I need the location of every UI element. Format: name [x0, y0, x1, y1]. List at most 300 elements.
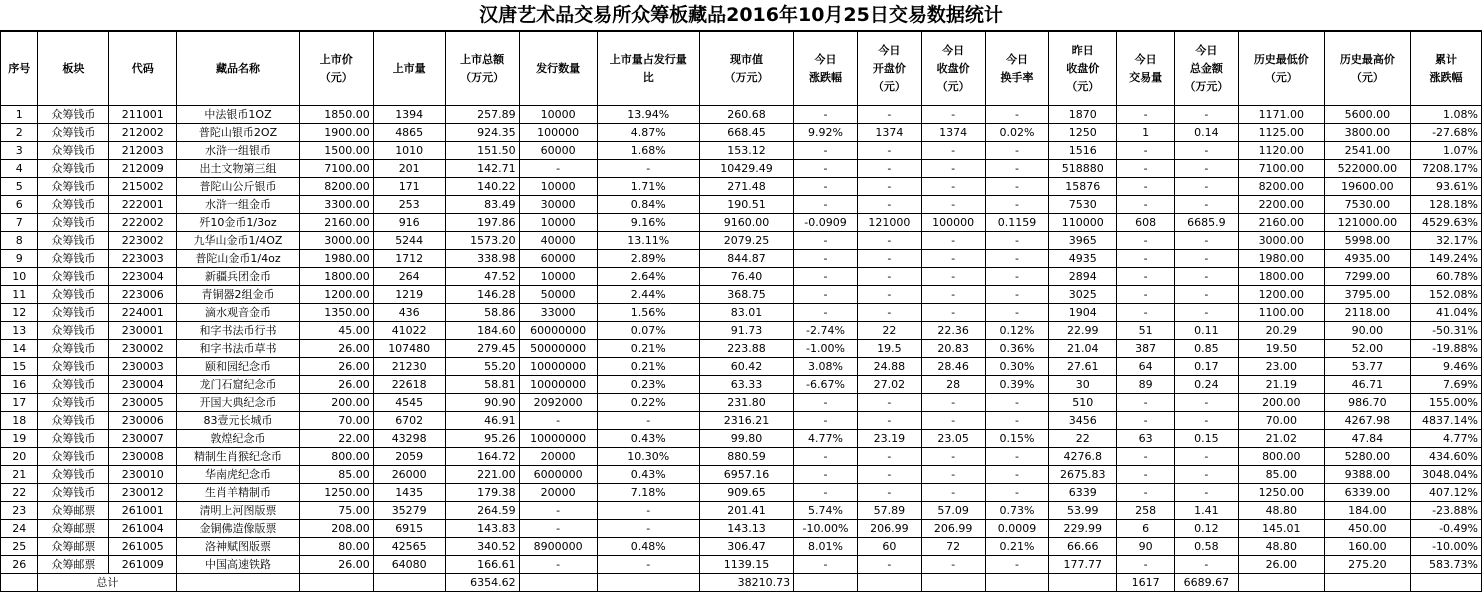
cell-listing-volume: 1712 — [373, 250, 445, 268]
cell-hist-low: 1120.00 — [1238, 142, 1324, 160]
cell-sector: 众筹钱币 — [38, 250, 109, 268]
cell-amount-today: - — [1174, 196, 1238, 214]
table-row — [1, 358, 1482, 376]
cell-listing-ratio: 1.68% — [597, 142, 699, 160]
cell-listing-volume: 42565 — [373, 538, 445, 556]
cell-index: 4 — [1, 160, 38, 178]
cell-open-price: 24.88 — [857, 358, 921, 376]
cell-prev-close: 66.66 — [1049, 538, 1117, 556]
cell-index: 20 — [1, 448, 38, 466]
cell-hist-low: 70.00 — [1238, 412, 1324, 430]
cell-volume-today: - — [1117, 448, 1175, 466]
cell-close-price: - — [921, 106, 985, 124]
cell-cumulative-change: 1.07% — [1410, 142, 1481, 160]
cell-issue-quantity: 60000 — [519, 250, 597, 268]
cell-cumulative-change: 152.08% — [1410, 286, 1481, 304]
cell-change-today: 5.74% — [794, 502, 858, 520]
cell-hist-low: 26.00 — [1238, 556, 1324, 574]
cell-listing-ratio: 0.84% — [597, 196, 699, 214]
cell-listing-amount: 146.28 — [445, 286, 519, 304]
cell-item-name: 普陀山银币2OZ — [177, 124, 300, 142]
cell-hist-low: 1800.00 — [1238, 268, 1324, 286]
cell-index: 10 — [1, 268, 38, 286]
cell-close-price: - — [921, 394, 985, 412]
cell-turnover-rate: - — [985, 178, 1049, 196]
cell-sector: 众筹钱币 — [38, 340, 109, 358]
cell-index: 23 — [1, 502, 38, 520]
cell-listing-ratio: 0.43% — [597, 466, 699, 484]
cell-listing-volume: 4865 — [373, 124, 445, 142]
cell-listing-price: 85.00 — [299, 466, 373, 484]
header-item-name: 藏品名称 — [177, 32, 300, 106]
cell-listing-price: 1900.00 — [299, 124, 373, 142]
cell-listing-price: 80.00 — [299, 538, 373, 556]
cell-prev-close: 22 — [1049, 430, 1117, 448]
cell-issue-quantity: - — [519, 502, 597, 520]
cell-change-today: 4.77% — [794, 430, 858, 448]
cell-turnover-rate: 0.30% — [985, 358, 1049, 376]
cell-prev-close: 21.04 — [1049, 340, 1117, 358]
cell-listing-price: 1250.00 — [299, 484, 373, 502]
cell-open-price: - — [857, 412, 921, 430]
cell-cumulative-change: -0.49% — [1410, 520, 1481, 538]
cell-market-value: 83.01 — [699, 304, 793, 322]
table-row — [1, 304, 1482, 322]
cell-volume-today: - — [1117, 466, 1175, 484]
cell-change-today: - — [794, 448, 858, 466]
cell-cumulative-change: 128.18% — [1410, 196, 1481, 214]
table-row — [1, 538, 1482, 556]
cell-open-price: 57.89 — [857, 502, 921, 520]
cell-listing-price: 22.00 — [299, 430, 373, 448]
table-body — [1, 106, 1482, 574]
cell-item-name: 出土文物第三组 — [177, 160, 300, 178]
cell-sector: 众筹邮票 — [38, 538, 109, 556]
cell-turnover-rate: 0.39% — [985, 376, 1049, 394]
cell-volume-today: - — [1117, 106, 1175, 124]
cell-listing-volume: 64080 — [373, 556, 445, 574]
cell-listing-amount: 257.89 — [445, 106, 519, 124]
cell-close-price: - — [921, 142, 985, 160]
cell-prev-close: 22.99 — [1049, 322, 1117, 340]
cell-hist-high: 121000.00 — [1324, 214, 1410, 232]
cell-cumulative-change: 60.78% — [1410, 268, 1481, 286]
total-row — [1, 574, 1482, 592]
cell-prev-close: 30 — [1049, 376, 1117, 394]
cell-hist-high: 46.71 — [1324, 376, 1410, 394]
cell-listing-ratio: 0.43% — [597, 430, 699, 448]
cell-listing-ratio: 0.48% — [597, 538, 699, 556]
cell-hist-high: 47.84 — [1324, 430, 1410, 448]
cell-market-value: 260.68 — [699, 106, 793, 124]
table-row — [1, 430, 1482, 448]
cell-turnover-rate: 0.0009 — [985, 520, 1049, 538]
cell-code: 261004 — [109, 520, 177, 538]
cell-cumulative-change: 3048.04% — [1410, 466, 1481, 484]
cell-volume-today: - — [1117, 286, 1175, 304]
cell-issue-quantity: 60000000 — [519, 322, 597, 340]
cell-sector: 众筹钱币 — [38, 196, 109, 214]
cell-volume-today: - — [1117, 304, 1175, 322]
table-row — [1, 124, 1482, 142]
table-row — [1, 322, 1482, 340]
total-volume: 1617 — [1117, 574, 1175, 592]
cell-cumulative-change: 149.24% — [1410, 250, 1481, 268]
cell-close-price: - — [921, 250, 985, 268]
cell-index: 19 — [1, 430, 38, 448]
cell-turnover-rate: 0.73% — [985, 502, 1049, 520]
cell-prev-close: 1904 — [1049, 304, 1117, 322]
cell-hist-high: 7530.00 — [1324, 196, 1410, 214]
cell-listing-volume: 5244 — [373, 232, 445, 250]
cell-code: 230001 — [109, 322, 177, 340]
cell-turnover-rate: 0.15% — [985, 430, 1049, 448]
cell-sector: 众筹钱币 — [38, 376, 109, 394]
cell-cumulative-change: 4529.63% — [1410, 214, 1481, 232]
table-row — [1, 250, 1482, 268]
cell-hist-high: 3795.00 — [1324, 286, 1410, 304]
header-code: 代码 — [109, 32, 177, 106]
cell-amount-today: 6685.9 — [1174, 214, 1238, 232]
cell-prev-close: 177.77 — [1049, 556, 1117, 574]
cell-hist-low: 1125.00 — [1238, 124, 1324, 142]
cell-code: 230010 — [109, 466, 177, 484]
header-listing-amount: 上市总额 （万元） — [445, 32, 519, 106]
cell-close-price: - — [921, 412, 985, 430]
cell-prev-close: 27.61 — [1049, 358, 1117, 376]
cell-turnover-rate: - — [985, 484, 1049, 502]
cell-sector: 众筹钱币 — [38, 394, 109, 412]
cell-hist-low: 19.50 — [1238, 340, 1324, 358]
cell-index: 9 — [1, 250, 38, 268]
cell-item-name: 歼10金币1/3oz — [177, 214, 300, 232]
header-issue-quantity: 发行数量 — [519, 32, 597, 106]
cell-close-price: 28 — [921, 376, 985, 394]
cell-open-price: 121000 — [857, 214, 921, 232]
cell-close-price: - — [921, 286, 985, 304]
table-row — [1, 268, 1482, 286]
cell-code: 230008 — [109, 448, 177, 466]
cell-volume-today: - — [1117, 268, 1175, 286]
cell-code: 212002 — [109, 124, 177, 142]
cell-change-today: - — [794, 106, 858, 124]
cell-market-value: 368.75 — [699, 286, 793, 304]
cell-hist-high: 5998.00 — [1324, 232, 1410, 250]
cell-open-price: - — [857, 556, 921, 574]
cell-listing-amount: 184.60 — [445, 322, 519, 340]
cell-code: 222002 — [109, 214, 177, 232]
table-row — [1, 142, 1482, 160]
cell-open-price: - — [857, 160, 921, 178]
cell-issue-quantity: 60000 — [519, 142, 597, 160]
cell-hist-high: 53.77 — [1324, 358, 1410, 376]
cell-listing-volume: 6915 — [373, 520, 445, 538]
cell-turnover-rate: - — [985, 232, 1049, 250]
cell-hist-high: 3800.00 — [1324, 124, 1410, 142]
trade-data-table — [0, 31, 1482, 592]
table-row — [1, 160, 1482, 178]
table-row — [1, 502, 1482, 520]
cell-close-price: 20.83 — [921, 340, 985, 358]
cell-item-name: 颐和园纪念币 — [177, 358, 300, 376]
cell-sector: 众筹钱币 — [38, 142, 109, 160]
cell-change-today: 9.92% — [794, 124, 858, 142]
table-row — [1, 520, 1482, 538]
cell-listing-volume: 26000 — [373, 466, 445, 484]
cell-listing-volume: 2059 — [373, 448, 445, 466]
cell-sector: 众筹钱币 — [38, 322, 109, 340]
cell-hist-low: 23.00 — [1238, 358, 1324, 376]
table-row — [1, 340, 1482, 358]
cell-turnover-rate: 0.36% — [985, 340, 1049, 358]
cell-listing-amount: 47.52 — [445, 268, 519, 286]
cell-amount-today: 0.17 — [1174, 358, 1238, 376]
cell-listing-amount: 264.59 — [445, 502, 519, 520]
cell-cumulative-change: 93.61% — [1410, 178, 1481, 196]
cell-prev-close: 518880 — [1049, 160, 1117, 178]
cell-listing-amount: 340.52 — [445, 538, 519, 556]
cell-issue-quantity: 20000 — [519, 484, 597, 502]
cell-listing-price: 26.00 — [299, 340, 373, 358]
cell-cumulative-change: 32.17% — [1410, 232, 1481, 250]
cell-listing-price: 2160.00 — [299, 214, 373, 232]
cell-prev-close: 2894 — [1049, 268, 1117, 286]
cell-item-name: 华南虎纪念币 — [177, 466, 300, 484]
header-listing-price: 上市价 （元） — [299, 32, 373, 106]
cell-item-name: 和字书法币行书 — [177, 322, 300, 340]
cell-sector: 众筹邮票 — [38, 520, 109, 538]
cell-item-name: 开国大典纪念币 — [177, 394, 300, 412]
cell-close-price: 28.46 — [921, 358, 985, 376]
cell-item-name: 水浒一组银币 — [177, 142, 300, 160]
header-amount-today: 今日 总金额 （万元） — [1174, 32, 1238, 106]
cell-listing-amount: 142.71 — [445, 160, 519, 178]
cell-open-price: 23.19 — [857, 430, 921, 448]
cell-hist-high: 450.00 — [1324, 520, 1410, 538]
cell-sector: 众筹钱币 — [38, 484, 109, 502]
cell-amount-today: - — [1174, 268, 1238, 286]
cell-code: 223004 — [109, 268, 177, 286]
cell-listing-ratio: 0.21% — [597, 358, 699, 376]
cell-amount-today: 0.15 — [1174, 430, 1238, 448]
cell-market-value: 880.59 — [699, 448, 793, 466]
cell-index: 15 — [1, 358, 38, 376]
table-row — [1, 448, 1482, 466]
table-row — [1, 556, 1482, 574]
cell-issue-quantity: 40000 — [519, 232, 597, 250]
cell-open-price: 1374 — [857, 124, 921, 142]
cell-hist-low: 1100.00 — [1238, 304, 1324, 322]
cell-prev-close: 229.99 — [1049, 520, 1117, 538]
cell-change-today: -2.74% — [794, 322, 858, 340]
cell-item-name: 水浒一组金币 — [177, 196, 300, 214]
header-index: 序号 — [1, 32, 38, 106]
table-row — [1, 394, 1482, 412]
cell-cumulative-change: -10.00% — [1410, 538, 1481, 556]
cell-market-value: 143.13 — [699, 520, 793, 538]
cell-item-name: 金铜佛造像版票 — [177, 520, 300, 538]
cell-issue-quantity: - — [519, 160, 597, 178]
cell-amount-today: 0.12 — [1174, 520, 1238, 538]
cell-listing-amount: 221.00 — [445, 466, 519, 484]
cell-listing-amount: 279.45 — [445, 340, 519, 358]
cell-close-price: 57.09 — [921, 502, 985, 520]
cell-listing-ratio: 0.22% — [597, 394, 699, 412]
cell-listing-ratio: 10.30% — [597, 448, 699, 466]
cell-turnover-rate: - — [985, 412, 1049, 430]
cell-sector: 众筹邮票 — [38, 502, 109, 520]
cell-hist-low: 7100.00 — [1238, 160, 1324, 178]
cell-sector: 众筹钱币 — [38, 178, 109, 196]
cell-market-value: 63.33 — [699, 376, 793, 394]
cell-listing-amount: 95.26 — [445, 430, 519, 448]
cell-volume-today: 6 — [1117, 520, 1175, 538]
cell-listing-amount: 58.81 — [445, 376, 519, 394]
cell-listing-amount: 46.91 — [445, 412, 519, 430]
cell-listing-price: 1850.00 — [299, 106, 373, 124]
cell-amount-today: - — [1174, 412, 1238, 430]
cell-hist-high: 986.70 — [1324, 394, 1410, 412]
cell-open-price: 206.99 — [857, 520, 921, 538]
cell-open-price: 27.02 — [857, 376, 921, 394]
table-row — [1, 196, 1482, 214]
cell-issue-quantity: - — [519, 556, 597, 574]
cell-prev-close: 110000 — [1049, 214, 1117, 232]
cell-listing-price: 26.00 — [299, 358, 373, 376]
cell-code: 211001 — [109, 106, 177, 124]
cell-prev-close: 4935 — [1049, 250, 1117, 268]
cell-listing-ratio: 2.64% — [597, 268, 699, 286]
cell-cumulative-change: -50.31% — [1410, 322, 1481, 340]
cell-cumulative-change: 155.00% — [1410, 394, 1481, 412]
cell-market-value: 2079.25 — [699, 232, 793, 250]
cell-listing-amount: 166.61 — [445, 556, 519, 574]
cell-hist-low: 1980.00 — [1238, 250, 1324, 268]
cell-listing-volume: 21230 — [373, 358, 445, 376]
cell-market-value: 91.73 — [699, 322, 793, 340]
cell-listing-volume: 35279 — [373, 502, 445, 520]
cell-sector: 众筹钱币 — [38, 286, 109, 304]
cell-sector: 众筹钱币 — [38, 412, 109, 430]
cell-change-today: - — [794, 160, 858, 178]
cell-open-price: - — [857, 250, 921, 268]
cell-issue-quantity: 10000000 — [519, 376, 597, 394]
cell-code: 212003 — [109, 142, 177, 160]
cell-open-price: 22 — [857, 322, 921, 340]
cell-amount-today: 0.58 — [1174, 538, 1238, 556]
cell-index: 7 — [1, 214, 38, 232]
cell-item-name: 龙门石窟纪念币 — [177, 376, 300, 394]
cell-close-price: - — [921, 232, 985, 250]
cell-listing-amount: 338.98 — [445, 250, 519, 268]
cell-amount-today: 0.14 — [1174, 124, 1238, 142]
cell-hist-low: 21.19 — [1238, 376, 1324, 394]
cell-listing-amount: 197.86 — [445, 214, 519, 232]
cell-issue-quantity: 10000 — [519, 214, 597, 232]
cell-prev-close: 3025 — [1049, 286, 1117, 304]
cell-cumulative-change: 7.69% — [1410, 376, 1481, 394]
cell-item-name: 生肖羊精制币 — [177, 484, 300, 502]
cell-change-today: - — [794, 466, 858, 484]
cell-listing-price: 1200.00 — [299, 286, 373, 304]
table-row — [1, 376, 1482, 394]
cell-cumulative-change: 4.77% — [1410, 430, 1481, 448]
cell-issue-quantity: 30000 — [519, 196, 597, 214]
cell-open-price: - — [857, 304, 921, 322]
cell-listing-price: 208.00 — [299, 520, 373, 538]
cell-issue-quantity: 6000000 — [519, 466, 597, 484]
cell-open-price: 60 — [857, 538, 921, 556]
cell-listing-volume: 107480 — [373, 340, 445, 358]
cell-listing-amount: 55.20 — [445, 358, 519, 376]
cell-index: 6 — [1, 196, 38, 214]
cell-hist-low: 2200.00 — [1238, 196, 1324, 214]
cell-code: 224001 — [109, 304, 177, 322]
cell-hist-low: 1200.00 — [1238, 286, 1324, 304]
cell-volume-today: - — [1117, 160, 1175, 178]
cell-volume-today: 51 — [1117, 322, 1175, 340]
cell-turnover-rate: - — [985, 556, 1049, 574]
cell-close-price: - — [921, 304, 985, 322]
table-row — [1, 466, 1482, 484]
cell-listing-ratio: 2.89% — [597, 250, 699, 268]
cell-hist-high: 9388.00 — [1324, 466, 1410, 484]
total-amount: 6689.67 — [1174, 574, 1238, 592]
cell-change-today: - — [794, 556, 858, 574]
cell-listing-price: 1980.00 — [299, 250, 373, 268]
cell-code: 230006 — [109, 412, 177, 430]
cell-listing-volume: 264 — [373, 268, 445, 286]
cell-market-value: 10429.49 — [699, 160, 793, 178]
cell-amount-today: 0.11 — [1174, 322, 1238, 340]
table-row — [1, 484, 1482, 502]
cell-market-value: 668.45 — [699, 124, 793, 142]
cell-volume-today: - — [1117, 484, 1175, 502]
cell-market-value: 223.88 — [699, 340, 793, 358]
cell-listing-price: 26.00 — [299, 376, 373, 394]
cell-turnover-rate: - — [985, 286, 1049, 304]
cell-listing-ratio: 9.16% — [597, 214, 699, 232]
cell-volume-today: - — [1117, 178, 1175, 196]
cell-issue-quantity: - — [519, 520, 597, 538]
cell-turnover-rate: - — [985, 448, 1049, 466]
table-row — [1, 286, 1482, 304]
cell-listing-volume: 171 — [373, 178, 445, 196]
cell-listing-price: 800.00 — [299, 448, 373, 466]
cell-code: 261001 — [109, 502, 177, 520]
cell-prev-close: 6339 — [1049, 484, 1117, 502]
cell-hist-low: 20.29 — [1238, 322, 1324, 340]
cell-hist-low: 200.00 — [1238, 394, 1324, 412]
cell-listing-ratio: 0.23% — [597, 376, 699, 394]
cell-prev-close: 4276.8 — [1049, 448, 1117, 466]
cell-issue-quantity: 10000 — [519, 178, 597, 196]
cell-close-price: 72 — [921, 538, 985, 556]
cell-market-value: 1139.15 — [699, 556, 793, 574]
cell-issue-quantity: 10000000 — [519, 358, 597, 376]
cell-listing-price: 1350.00 — [299, 304, 373, 322]
cell-open-price: - — [857, 286, 921, 304]
cell-listing-ratio: 13.11% — [597, 232, 699, 250]
cell-issue-quantity: 2092000 — [519, 394, 597, 412]
header-change-today: 今日 涨跌幅 — [794, 32, 858, 106]
cell-listing-amount: 83.49 — [445, 196, 519, 214]
cell-open-price: - — [857, 196, 921, 214]
cell-hist-high: 5600.00 — [1324, 106, 1410, 124]
cell-listing-volume: 1394 — [373, 106, 445, 124]
cell-close-price: - — [921, 556, 985, 574]
cell-listing-ratio: - — [597, 412, 699, 430]
